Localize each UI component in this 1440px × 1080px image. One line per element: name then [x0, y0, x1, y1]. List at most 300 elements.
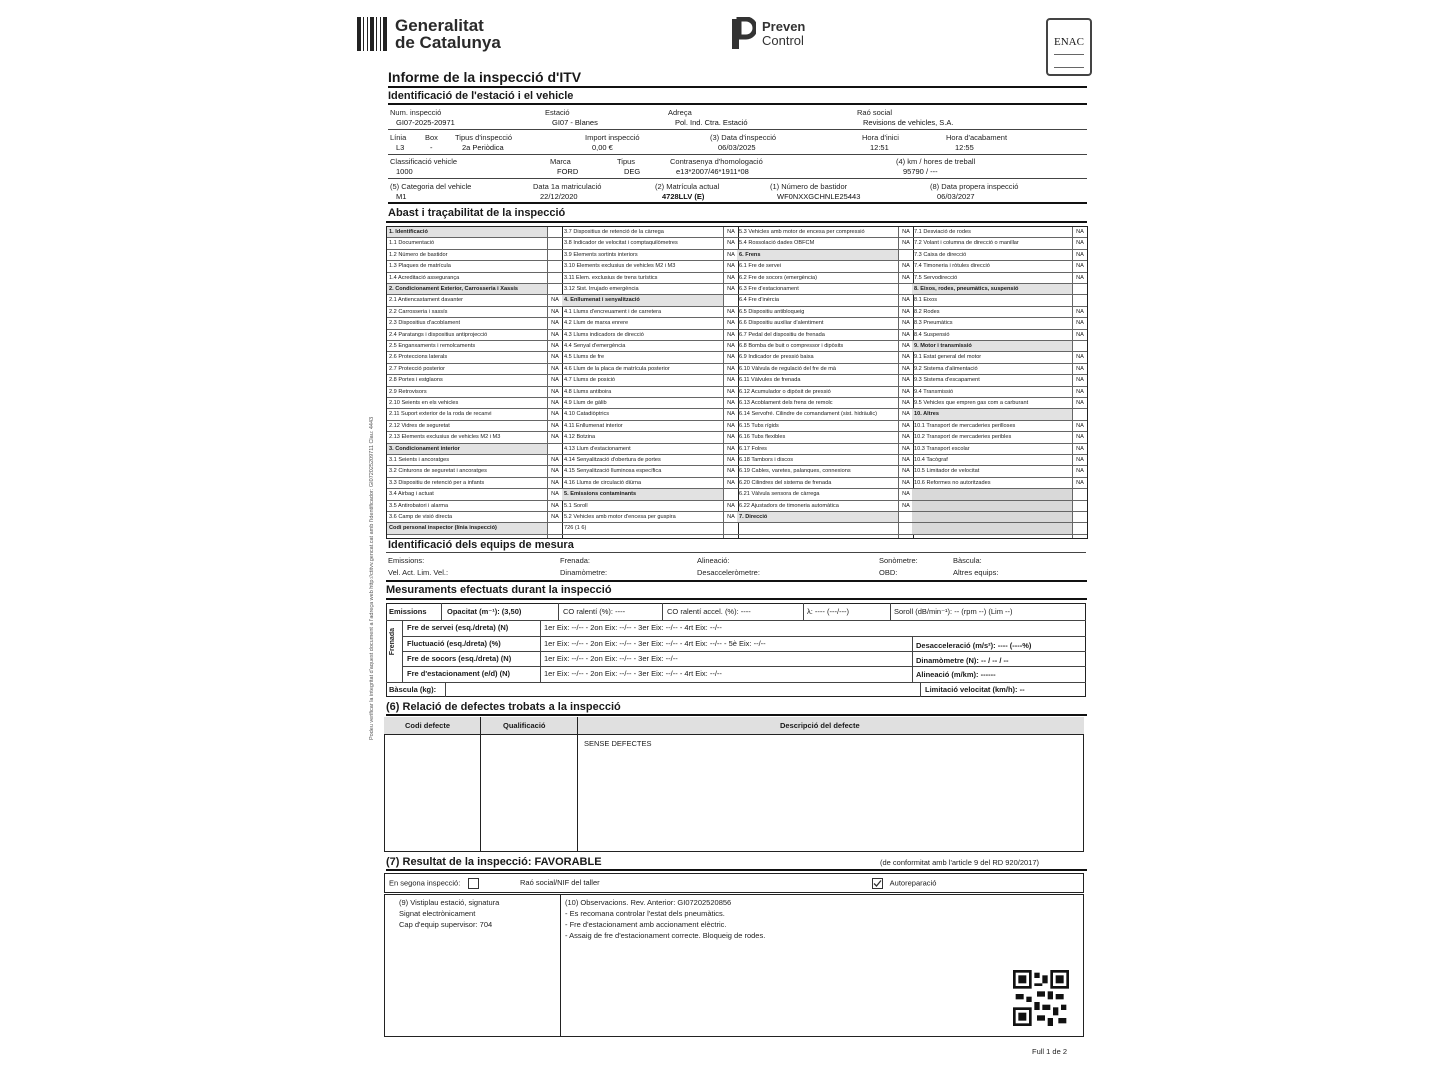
scope-item: 4.8 Llums antiboira: [562, 387, 723, 398]
scope-item: 2.9 Retrovisors: [387, 387, 547, 398]
field-value: DEG: [624, 167, 641, 176]
scope-item: 2.11 Suport exterior de la roda de recanvi: [387, 409, 547, 420]
field-label: Num. inspecció: [390, 108, 442, 117]
scope-item: 6.20 Cilindres del sistema de frenada: [737, 478, 898, 489]
scope-na-value: NA: [724, 444, 738, 455]
scope-na-value: NA: [899, 375, 913, 386]
scope-na-value: NA: [899, 295, 913, 306]
scope-na-value: [899, 284, 913, 295]
field-label: Marca: [550, 157, 571, 166]
scope-item: 8.4 Suspensió: [912, 330, 1072, 341]
scope-na-value: NA: [548, 307, 562, 318]
page-footer: Full 1 de 2: [1032, 1047, 1068, 1056]
sign-line: (9) Vistiplau estació, signatura: [399, 898, 500, 907]
scope-na-value: NA: [899, 227, 913, 238]
scope-item: 2.2 Carrosseria i xassís: [387, 307, 547, 318]
scope-item: 5.2 Vehicles amb motor d'encesa per guspira: [562, 512, 723, 523]
field-label: Adreça: [668, 108, 692, 117]
equipment-label: Emissions:: [388, 556, 425, 565]
scope-item: 8.3 Pneumàtics: [912, 318, 1072, 329]
second-inspection-label: [389, 878, 479, 889]
scope-item: 3.5 Antirobatori i alarma: [387, 501, 547, 512]
field-value: GI07-2025-20971: [396, 118, 455, 127]
scope-item: 726 (1 6): [562, 523, 723, 534]
scope-item: 1.4 Acreditació assegurança: [387, 273, 547, 284]
scope-na-value: NA: [899, 307, 913, 318]
scope-na-value: NA: [724, 387, 738, 398]
field-value: 06/03/2025: [718, 143, 756, 152]
defects-table: [384, 717, 1084, 852]
scope-na-value: [548, 523, 562, 534]
scope-na-value: [548, 284, 562, 295]
scope-item: 4.2 Llum de marxa enrere: [562, 318, 723, 329]
scope-na-value: NA: [899, 409, 913, 420]
defects-description: SENSE DEFECTES: [584, 739, 652, 748]
scope-item: 7.1 Desviació de rodes: [912, 227, 1072, 238]
scope-na-value: NA: [1073, 432, 1087, 443]
scope-grid: [386, 226, 1088, 539]
scope-item: 6.16 Tubs flexibles: [737, 432, 898, 443]
section-id-title: Identificació de l'estació i el vehicle: [388, 90, 574, 102]
emissions-label: Emissions: [389, 607, 427, 616]
alignment-value: Alineació (m/km): ------: [916, 670, 996, 679]
scope-na-value: NA: [1073, 466, 1087, 477]
scope-na-value: NA: [1073, 250, 1087, 261]
generalitat-line1: Generalitat: [395, 16, 484, 35]
brake-row-value: 1er Eix: --/-- - 2on Eix: --/-- - 3er Eix: --/-- - 4rt Eix: --/--: [544, 623, 722, 632]
scope-na-value: NA: [724, 330, 738, 341]
field-label: Estació: [545, 108, 570, 117]
scope-na-value: NA: [1073, 455, 1087, 466]
field-value: -: [430, 143, 433, 152]
scope-item: 10.4 Tacògraf: [912, 455, 1072, 466]
scope-na-value: NA: [548, 478, 562, 489]
checkmark-icon: [873, 879, 882, 888]
scope-item: [912, 489, 1072, 500]
scope-na-value: NA: [724, 341, 738, 352]
scope-na-value: [1073, 512, 1087, 523]
co-ralenti-value: CO ralentí (%): ----: [563, 607, 626, 616]
scope-na-value: NA: [1073, 261, 1087, 272]
scope-item: 4.3 Llums indicadors de direcció: [562, 330, 723, 341]
field-value: L3: [396, 143, 405, 152]
defects-header-grade: Qualificació: [503, 721, 546, 730]
scope-na-value: NA: [548, 352, 562, 363]
scope-item: 9.3 Sistema d'escapament: [912, 375, 1072, 386]
scope-na-value: [548, 444, 562, 455]
scope-na-value: NA: [724, 364, 738, 375]
prevencontrol-mark-icon: [730, 17, 756, 51]
scope-na-value: NA: [724, 501, 738, 512]
scope-item: 7.5 Servodirecció: [912, 273, 1072, 284]
scope-na-value: NA: [548, 295, 562, 306]
scope-item: 2.3 Dispositius d'acoblament: [387, 318, 547, 329]
scope-na-value: NA: [899, 466, 913, 477]
scope-na-value: NA: [899, 501, 913, 512]
brake-row-label: Fre d'estacionament (e/d) (N): [407, 669, 511, 678]
scope-na-value: [724, 489, 738, 500]
scope-item: 9. Motor i transmissió: [912, 341, 1072, 352]
scope-item: 7. Direcció: [737, 512, 898, 523]
scope-na-value: NA: [1073, 444, 1087, 455]
brake-row-value: 1er Eix: --/-- - 2on Eix: --/-- - 3er Eix: --/--: [544, 654, 678, 663]
scope-na-value: [1073, 341, 1087, 352]
prevencontrol-line1: Preven: [762, 19, 806, 34]
scope-item: 8.1 Eixos: [912, 295, 1072, 306]
scope-item: 6.8 Bomba de buit o compressor i dipòsits: [737, 341, 898, 352]
result-options-row: [384, 873, 1084, 893]
field-value: 0,00 €: [592, 143, 613, 152]
scope-na-value: NA: [548, 489, 562, 500]
scope-na-value: NA: [899, 455, 913, 466]
scope-na-value: NA: [724, 432, 738, 443]
enac-seal: [1046, 18, 1092, 76]
scale-label: Bàscula (kg):: [389, 685, 437, 694]
scope-na-value: [548, 261, 562, 272]
scope-na-value: NA: [1073, 398, 1087, 409]
scope-item: 6.11 Vàlvules de frenada: [737, 375, 898, 386]
scope-item: 6.10 Vàlvula de regulació del fre de mà: [737, 364, 898, 375]
scope-item: 4.10 Catadiòptrics: [562, 409, 723, 420]
scope-na-value: NA: [548, 432, 562, 443]
scope-item: 2.4 Paratangs i dispositius antiprojecció: [387, 330, 547, 341]
field-label: Contrasenya d'homologació: [670, 157, 763, 166]
field-label: Raó social: [857, 108, 893, 117]
scope-item: 5.1 Soroll: [562, 501, 723, 512]
self-repair-checkbox[interactable]: [872, 878, 883, 889]
scope-item: 10. Altres: [912, 409, 1072, 420]
sign-line: Signat electrònicament: [399, 909, 476, 918]
scope-item: 3.11 Elem. exclusius de trens turístics: [562, 273, 723, 284]
scope-item: 6.2 Fre de socors (emergència): [737, 273, 898, 284]
scope-na-value: [1073, 489, 1087, 500]
brake-row-label: Fre de socors (esq./dreta) (N): [407, 654, 512, 663]
lambda-value: λ: ---- (---/---): [807, 607, 850, 616]
scope-item: 4.12 Botzina: [562, 432, 723, 443]
field-value: e13*2007/46*1911*08: [676, 167, 749, 176]
scope-item: 6.15 Tubs rígids: [737, 421, 898, 432]
qr-code-icon: [1013, 970, 1069, 1026]
equipment-label: Dinamòmetre:: [560, 568, 608, 577]
scope-item: 3.9 Elements sortints interiors: [562, 250, 723, 261]
scope-na-value: NA: [548, 455, 562, 466]
generalitat-bars-icon: [357, 17, 387, 51]
scope-item: 6.6 Dispositiu auxiliar d'alentiment: [737, 318, 898, 329]
scope-item: 4. Enllumenat i senyalització: [562, 295, 723, 306]
scope-na-value: NA: [548, 341, 562, 352]
scope-item: 4.1 Llums d'encreuament i de carretera: [562, 307, 723, 318]
scope-na-value: [1073, 295, 1087, 306]
scope-item: 2.8 Portes i estglaons: [387, 375, 547, 386]
brake-row-label: Fre de servei (esq./dreta) (N): [407, 623, 509, 632]
field-label: (5) Categoria del vehicle: [390, 182, 472, 191]
field-value: 12:55: [955, 143, 974, 152]
scope-na-value: NA: [1073, 227, 1087, 238]
scope-na-value: [548, 273, 562, 284]
scope-na-value: NA: [1073, 307, 1087, 318]
generalitat-logo: [357, 17, 501, 51]
field-value: FORD: [557, 167, 579, 176]
co-accel-value: CO ralentí accel. (%): ----: [667, 607, 751, 616]
scope-na-value: NA: [1073, 318, 1087, 329]
scope-item: 3.7 Dispositius de retenció de la càrrega: [562, 227, 723, 238]
company-label: Raó social/NIF del taller: [520, 878, 600, 887]
scope-item: 4.15 Senyalització lluminosa específica: [562, 466, 723, 477]
scope-na-value: NA: [724, 375, 738, 386]
equipment-label: Sonòmetre:: [879, 556, 918, 565]
equipment-label: Vel. Act. Lim. Vel.:: [388, 568, 449, 577]
scope-item: Codi personal inspector (línia inspecció): [387, 523, 547, 534]
scope-item: 4.5 Llums de fre: [562, 352, 723, 363]
scope-na-value: NA: [724, 227, 738, 238]
defects-header-description: Descripció del defecte: [780, 721, 860, 730]
scope-item: 2.5 Enganxaments i remolcaments: [387, 341, 547, 352]
scope-na-value: NA: [724, 398, 738, 409]
scope-na-column: [547, 227, 563, 538]
field-value: WF0NXXGCHNLE25443: [777, 192, 861, 201]
scope-item: 2.7 Protecció posterior: [387, 364, 547, 375]
signature-observations-box: [384, 894, 1084, 1037]
scope-item: 6.7 Pedal del dispositiu de frenada: [737, 330, 898, 341]
observation-line: - Es recomana controlar l'estat dels pneumàtics.: [565, 909, 725, 918]
scope-na-value: NA: [724, 478, 738, 489]
scope-item: 6.5 Dispositiu antibloqueig: [737, 307, 898, 318]
scope-item: 4.4 Senyal d'emergència: [562, 341, 723, 352]
scope-na-value: [1073, 409, 1087, 420]
scope-item: 1.1 Documentació: [387, 238, 547, 249]
scope-item: 6.18 Tambors i discos: [737, 455, 898, 466]
equipment-label: Altres equips:: [953, 568, 999, 577]
field-label: (2) Matrícula actual: [655, 182, 720, 191]
scope-item: 10.2 Transport de mercaderies peribles: [912, 432, 1072, 443]
scope-na-value: [724, 523, 738, 534]
scope-column: [562, 227, 723, 538]
field-value: Pol. Ind. Ctra. Estació: [675, 118, 748, 127]
scope-na-value: [1073, 284, 1087, 295]
second-inspection-text: En segona inspecció:: [389, 878, 461, 888]
scope-item: 6.22 Ajustadors de timoneria automàtica: [737, 501, 898, 512]
scope-item: [912, 523, 1072, 534]
equipment-label: Bàscula:: [953, 556, 982, 565]
section-equipment-title: Identificació dels equips de mesura: [388, 539, 574, 551]
scope-na-value: NA: [899, 352, 913, 363]
scope-na-value: NA: [548, 398, 562, 409]
scope-na-value: NA: [548, 375, 562, 386]
field-label: Tipus d'inspecció: [455, 133, 513, 142]
scope-item: 6. Frens: [737, 250, 898, 261]
scope-na-value: NA: [724, 512, 738, 523]
observation-line: - Assaig de fre d'estacionament correcte. Bloqueig de rodes.: [565, 931, 766, 940]
prevencontrol-line2: Control: [762, 33, 804, 48]
scope-na-value: NA: [724, 238, 738, 249]
scope-na-column: [1072, 227, 1088, 538]
scope-item: 9.1 Estat general del motor: [912, 352, 1072, 363]
field-value: 1000: [396, 167, 413, 176]
scope-na-value: NA: [899, 273, 913, 284]
scope-na-value: NA: [1073, 387, 1087, 398]
scope-item: 5. Emissions contaminants: [562, 489, 723, 500]
scope-item: 6.21 Vàlvula sensora de càrrega: [737, 489, 898, 500]
scope-na-value: [1073, 501, 1087, 512]
scope-item: 4.7 Llums de posició: [562, 375, 723, 386]
scope-item: 4.14 Senyalització d'obertura de portes: [562, 455, 723, 466]
scope-item: 3. Condicionament interior: [387, 444, 547, 455]
scope-na-value: NA: [1073, 238, 1087, 249]
field-label: Hora d'acabament: [946, 133, 1008, 142]
result-title: (7) Resultat de la inspecció: FAVORABLE: [386, 856, 602, 868]
scope-item: 7.4 Timoneria i ròtules direcció: [912, 261, 1072, 272]
scope-item: 4.6 Llum de la placa de matrícula posterior: [562, 364, 723, 375]
section-defects-title: (6) Relació de defectes trobats a la inspecció: [386, 701, 621, 713]
generalitat-line2: de Catalunya: [395, 33, 501, 52]
scope-na-value: NA: [724, 318, 738, 329]
verification-side-text: Podeu verificar la integritat d'aquest document a l'adreça web http://ctitvv.gencat.cat amb l'identificador: GI072025209711 Clau: 4443: [369, 416, 375, 740]
brake-row-value: 1er Eix: --/-- - 2on Eix: --/-- - 3er Eix: --/-- - 4rt Eix: --/-- - 5è Eix: --/--: [544, 639, 766, 648]
prevencontrol-logo: [730, 17, 805, 51]
scope-item: 5.3 Vehicles amb motor de encesa per compressió: [737, 227, 898, 238]
scope-item: 1.3 Plaques de matrícula: [387, 261, 547, 272]
second-inspection-checkbox[interactable]: [468, 878, 479, 889]
scope-item: 6.17 Folres: [737, 444, 898, 455]
scope-item: 2.13 Elements exclusius de vehicles M2 i M3: [387, 432, 547, 443]
scope-na-value: NA: [548, 421, 562, 432]
observation-line: - Fre d'estacionament amb accionament elèctric.: [565, 920, 727, 929]
speed-limit-value: Limitació velocitat (km/h): --: [925, 685, 1025, 694]
scope-item: [737, 523, 898, 534]
defects-header-code: Codi defecte: [405, 721, 451, 730]
section-meas-title: Mesuraments efectuats durant la inspecció: [386, 584, 612, 596]
scope-item: 4.13 Llum d'estacionament: [562, 444, 723, 455]
brake-row-label: Fluctuació (esq./dreta) (%): [407, 639, 501, 648]
section-scope-title: Abast i traçabilitat de la inspecció: [388, 207, 566, 219]
field-value: M1: [396, 192, 407, 201]
scope-item: 10.1 Transport de mercaderies perilloses: [912, 421, 1072, 432]
scope-item: 6.1 Fre de servei: [737, 261, 898, 272]
scope-na-value: NA: [899, 421, 913, 432]
sign-line: Cap d'equip supervisor: 704: [399, 920, 493, 929]
field-value: 22/12/2020: [540, 192, 578, 201]
opacitat-value: Opacitat (m⁻¹): (3,50): [447, 607, 522, 616]
scope-na-value: NA: [724, 261, 738, 272]
field-label: Box: [425, 133, 438, 142]
scope-na-value: NA: [899, 489, 913, 500]
scope-item: 3.1 Seients i ancoratges: [387, 455, 547, 466]
field-value: 4728LLV (E): [662, 192, 705, 201]
scope-na-value: NA: [724, 409, 738, 420]
scope-na-value: NA: [899, 364, 913, 375]
field-value: 12:51: [870, 143, 889, 152]
scope-item: 9.5 Vehicles que empren gas com a carburant: [912, 398, 1072, 409]
field-label: (8) Data propera inspecció: [930, 182, 1019, 191]
scope-na-value: NA: [548, 387, 562, 398]
field-value: 06/03/2027: [937, 192, 975, 201]
scope-na-value: NA: [1073, 352, 1087, 363]
scope-na-value: NA: [724, 284, 738, 295]
scope-item: 2. Condicionament Exterior, Carrosseria i Xassís: [387, 284, 547, 295]
scope-na-value: NA: [548, 409, 562, 420]
scope-na-value: [899, 250, 913, 261]
frenada-vertical-label: Frenada: [389, 628, 396, 656]
scope-item: 8.2 Rodes: [912, 307, 1072, 318]
scope-item: 3.12 Sist. Irrujado emergència: [562, 284, 723, 295]
field-label: Data 1a matriculació: [533, 182, 602, 191]
scope-item: 6.13 Acoblament dels frens de remolc: [737, 398, 898, 409]
equipment-label: Alineació:: [697, 556, 730, 565]
scope-item: 2.1 Antiencastament davanter: [387, 295, 547, 306]
scope-item: 9.2 Sistema d'alimentació: [912, 364, 1072, 375]
enac-label: ENAC: [1054, 36, 1084, 48]
scope-item: 3.8 Indicador de velocitat i comptaquilòmetres: [562, 238, 723, 249]
scope-na-value: NA: [899, 330, 913, 341]
scope-na-value: NA: [899, 478, 913, 489]
scope-item: 3.4 Airbag i actuat: [387, 489, 547, 500]
scope-item: 4.16 Llums de circulació diürna: [562, 478, 723, 489]
scope-na-value: NA: [1073, 330, 1087, 341]
scope-item: 10.6 Reformes no autoritzades: [912, 478, 1072, 489]
scope-item: 3.2 Cinturons de seguretat i ancoratges: [387, 466, 547, 477]
field-label: (1) Número de bastidor: [770, 182, 848, 191]
field-value: GI07 - Blanes: [552, 118, 598, 127]
scope-na-value: NA: [724, 421, 738, 432]
deceleration-value: Desacceleració (m/s²): ---- (----%): [916, 641, 1032, 650]
scope-column: [737, 227, 898, 538]
self-repair-text: Autoreparació: [889, 878, 937, 888]
scope-na-value: NA: [899, 261, 913, 272]
scope-item: 6.14 Servofré. Cilindre de comandament (sist. hidràulic): [737, 409, 898, 420]
scope-na-value: NA: [548, 318, 562, 329]
page-title: Informe de la inspecció d'ITV: [388, 69, 582, 85]
scope-item: 1. Identificació: [387, 227, 547, 238]
scope-na-value: NA: [548, 330, 562, 341]
scope-item: 4.11 Enllumenat interior: [562, 421, 723, 432]
scope-item: 5.4 Rossolació dades OBFCM: [737, 238, 898, 249]
self-repair-label: [872, 878, 936, 889]
result-note: (de conformitat amb l'article 9 del RD 920/2017): [880, 858, 1040, 867]
scope-item: 10.3 Transport escolar: [912, 444, 1072, 455]
dynamometer-value: Dinamòmetre (N): -- / -- / --: [916, 656, 1009, 665]
scope-na-value: NA: [899, 444, 913, 455]
equipment-label: Desacceleròmetre:: [697, 568, 760, 577]
scope-na-value: [548, 250, 562, 261]
scope-na-value: NA: [1073, 273, 1087, 284]
scope-item: [912, 512, 1072, 523]
field-value: 95790 / ---: [903, 167, 938, 176]
soroll-value: Soroll (dB/min⁻¹): -- (rpm --) (Lim --): [894, 607, 1013, 616]
scope-item: 7.3 Caixa de direcció: [912, 250, 1072, 261]
scope-na-value: NA: [724, 307, 738, 318]
scope-item: 9.4 Transmissió: [912, 387, 1072, 398]
scope-item: 4.9 Llum de gàlib: [562, 398, 723, 409]
scope-na-value: [899, 523, 913, 534]
scope-na-value: NA: [1073, 421, 1087, 432]
scope-item: 6.4 Fre d'inèrcia: [737, 295, 898, 306]
field-label: Tipus: [617, 157, 636, 166]
scope-item: 10.5 Limitador de velocitat: [912, 466, 1072, 477]
scope-item: 6.19 Cables, varetes, palanques, connexions: [737, 466, 898, 477]
scope-na-value: NA: [548, 501, 562, 512]
scope-item: 7.2 Volant i columna de direcció o manillar: [912, 238, 1072, 249]
scope-item: 3.6 Camp de visió directa: [387, 512, 547, 523]
scope-item: 1.2 Número de bastidor: [387, 250, 547, 261]
scope-na-value: NA: [724, 455, 738, 466]
equipment-label: OBD:: [879, 568, 898, 577]
scope-na-value: [1073, 523, 1087, 534]
field-label: Import inspecció: [585, 133, 640, 142]
scope-item: 2.6 Proteccions laterals: [387, 352, 547, 363]
scope-na-value: [548, 238, 562, 249]
observation-line: (10) Observacions. Rev. Anterior: GI07202520856: [565, 898, 732, 907]
scope-column: [912, 227, 1072, 538]
